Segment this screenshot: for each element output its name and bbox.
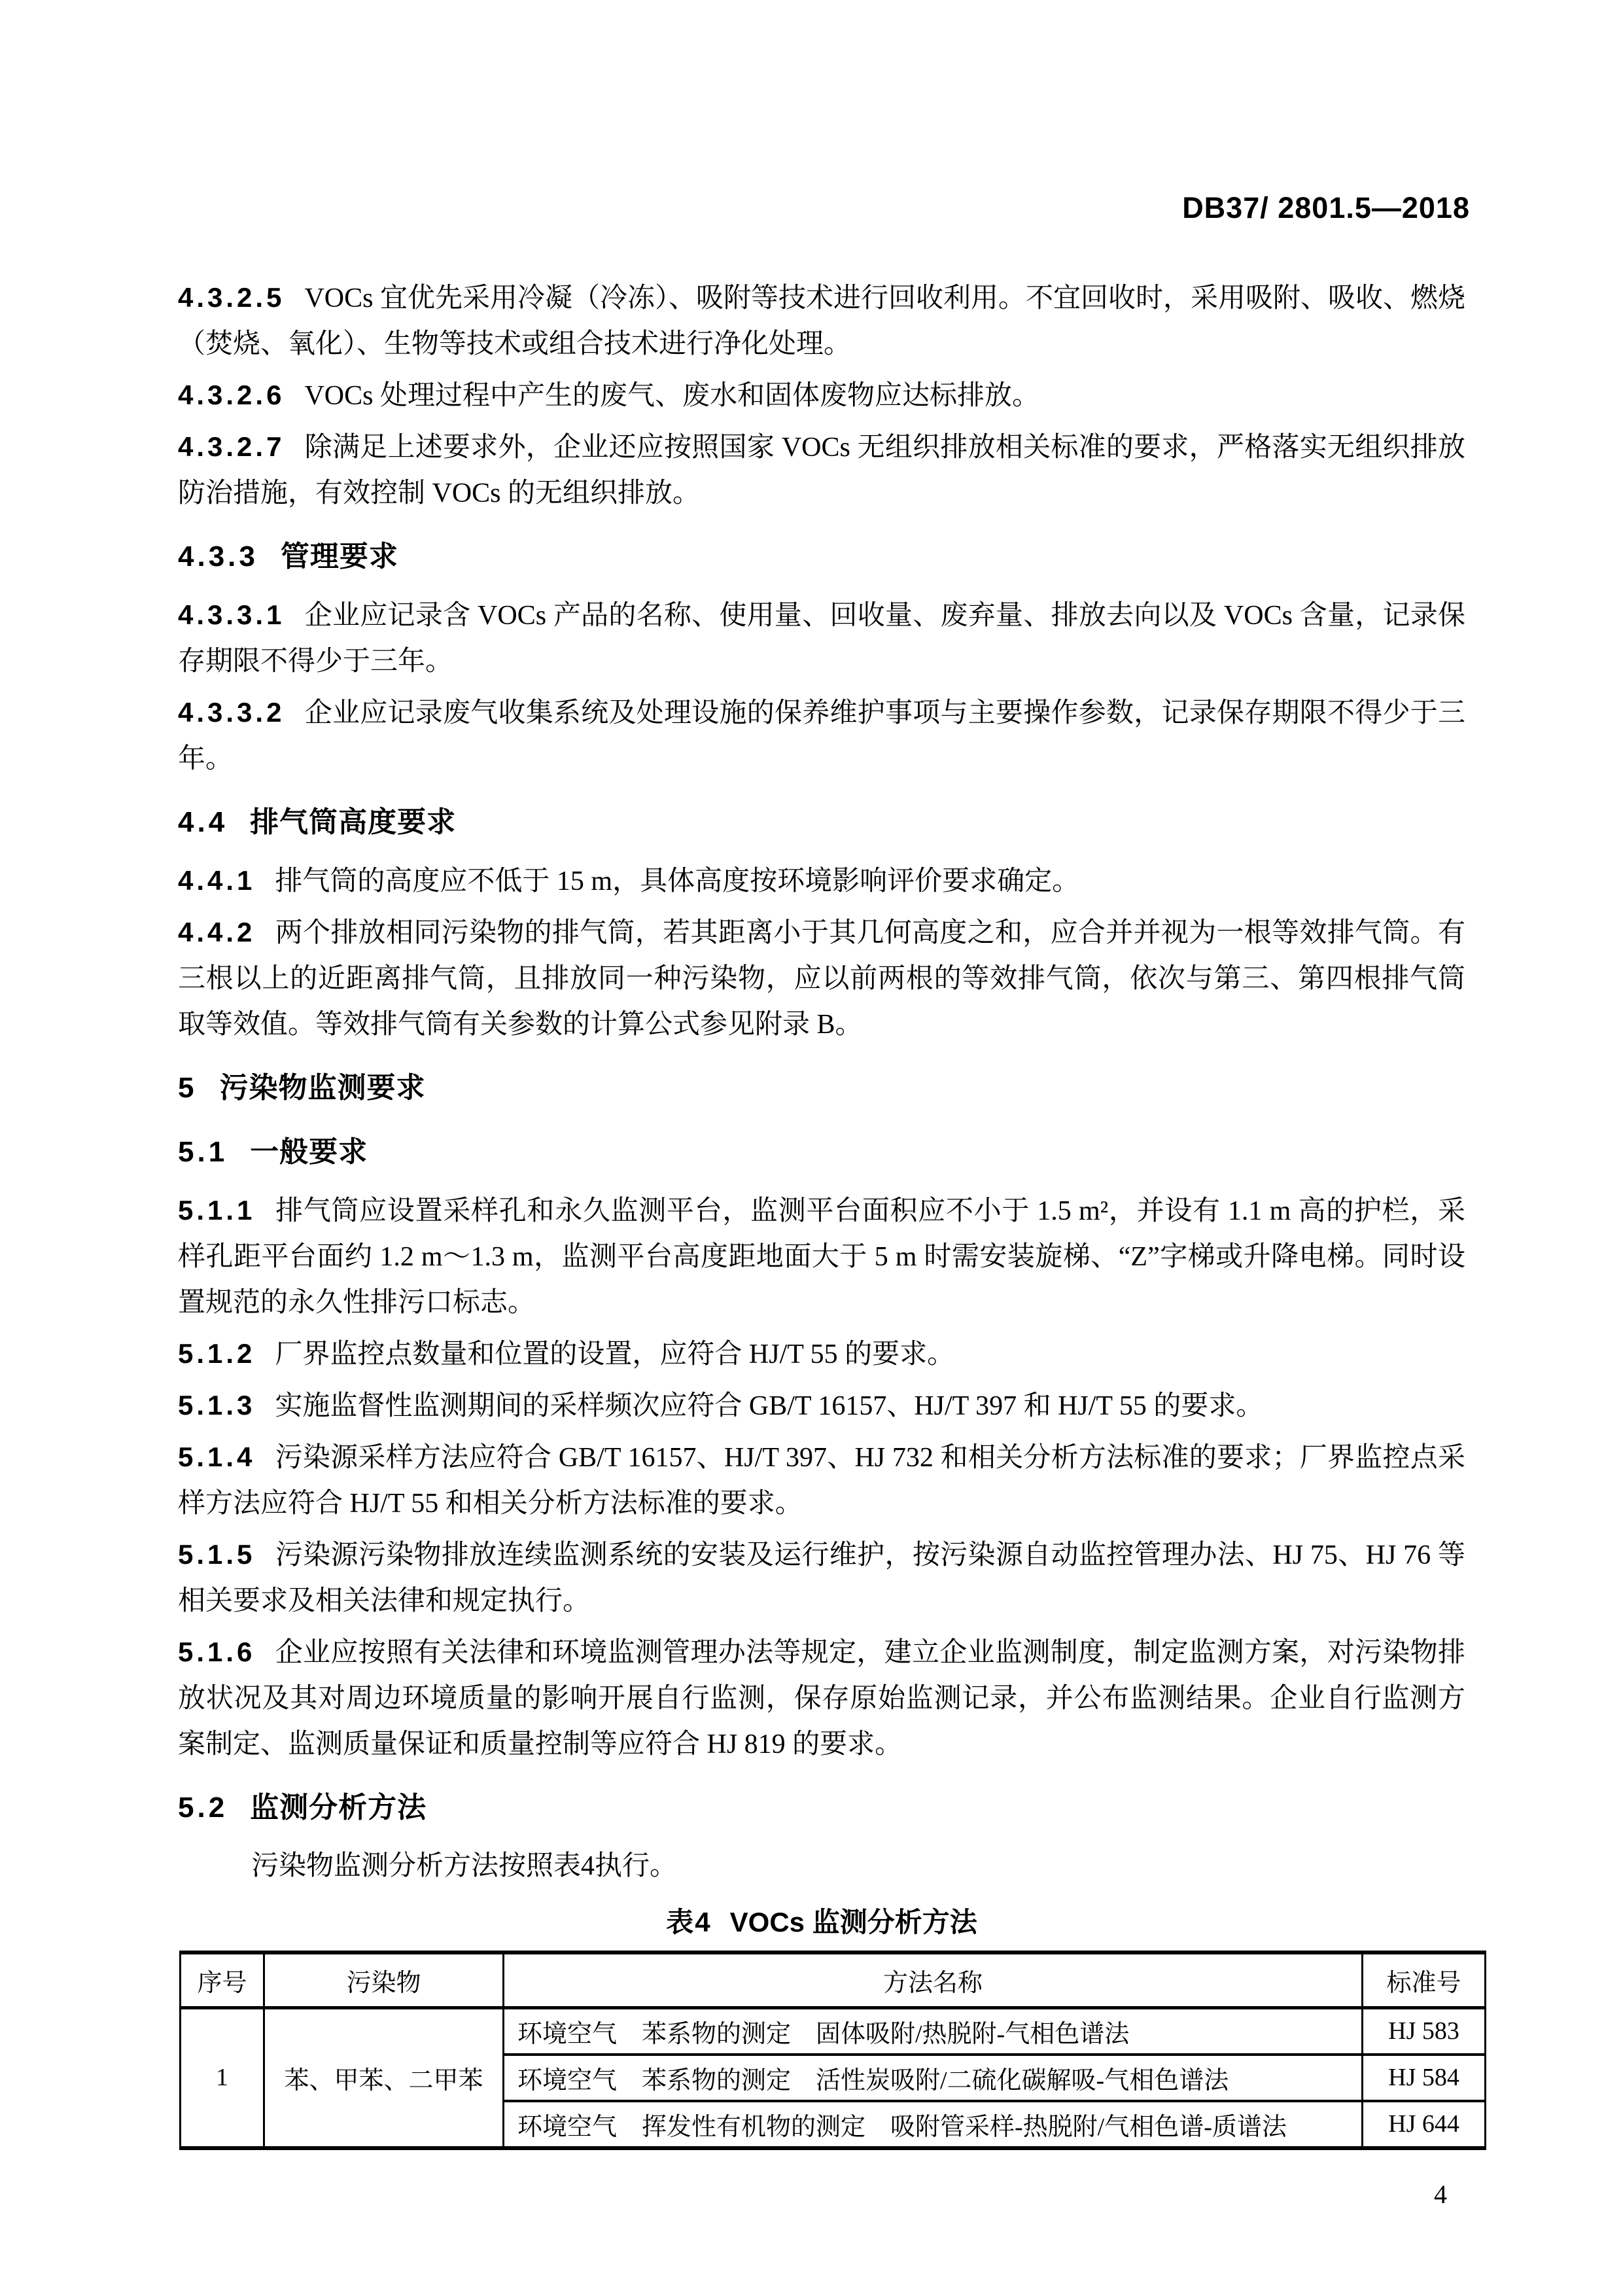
- clause-text: 企业应记录含 VOCs 产品的名称、使用量、回收量、废弃量、排放去向以及 VOCs 含量，记录保存期限不得少于三年。: [178, 601, 1465, 677]
- clause-text: VOCs 处理过程中产生的废气、废水和固体废物应达标排放。: [304, 381, 1039, 411]
- clause-4-4-1: [178, 858, 1465, 904]
- table-intro-paragraph: 污染物监测分析方法按照表4执行。: [251, 1851, 678, 1881]
- standard-code-header: DB37/ 2801.5—2018: [1182, 191, 1470, 224]
- clause-number: 4.4.2: [178, 917, 256, 947]
- clause-4-3-2-5: [178, 275, 1465, 367]
- clause-number: 4.3.3.2: [178, 697, 285, 728]
- section-heading-4-4: [178, 799, 1465, 846]
- table-body: [181, 2007, 1486, 2148]
- cell-standard-number: HJ 584: [1363, 2055, 1486, 2101]
- heading-title: 污染物监测要求: [219, 1072, 426, 1104]
- clause-text: 排气筒应设置采样孔和永久监测平台，监测平台面积应不小于 1.5 m²，并设有 1.1 m 高的护栏，采样孔距平台面约 1.2 m～1.3 m，监测平台高度距地面大于 5 m 时需安装旋梯、“Z”字梯或升降电梯。同时设置规范的永久性排污口标志。: [178, 1196, 1465, 1318]
- heading-number: 5: [178, 1072, 198, 1104]
- page-number: 4: [1434, 2179, 1447, 2209]
- table-caption-title: VOCs 监测分析方法: [729, 1907, 977, 1937]
- clause-number: 5.1.4: [178, 1441, 256, 1472]
- cell-method-name: 环境空气 苯系物的测定 固体吸附/热脱附-气相色谱法: [504, 2007, 1363, 2055]
- clause-text: VOCs 宜优先采用冷凝（冷冻）、吸附等技术进行回收利用。不宜回收时，采用吸附、吸收、燃烧（焚烧、氧化）、生物等技术或组合技术进行净化处理。: [178, 283, 1465, 359]
- section-heading-5-2: [178, 1784, 1465, 1831]
- clause-text: 污染源污染物排放连续监测系统的安装及运行维护，按污染源自动监控管理办法、HJ 75、HJ 76 等相关要求及相关法律和规定执行。: [178, 1540, 1465, 1616]
- clause-number: 4.4.1: [178, 865, 256, 896]
- clause-number: 5.1.6: [178, 1636, 256, 1667]
- clause-number: 4.3.2.7: [178, 431, 285, 462]
- section-heading-5: [178, 1065, 1465, 1112]
- heading-title: 管理要求: [280, 540, 398, 573]
- clause-5-1-5: [178, 1532, 1465, 1624]
- monitoring-methods-table: [179, 1951, 1486, 2150]
- clause-text: 排气筒的高度应不低于 15 m，具体高度按环境影响评价要求确定。: [275, 866, 1080, 896]
- clause-4-3-3-1: [178, 592, 1465, 684]
- clause-text: 污染源采样方法应符合 GB/T 16157、HJ/T 397、HJ 732 和相关分析方法标准的要求；厂界监控点采样方法应符合 HJ/T 55 和相关分析方法标准的要求。: [178, 1443, 1465, 1519]
- clause-5-1-2: [178, 1331, 1465, 1377]
- clause-text: 企业应按照有关法律和环境监测管理办法等规定，建立企业监测制度，制定监测方案，对污染物排放状况及其对周边环境质量的影响开展自行监测，保存原始监测记录，并公布监测结果。企业自行监测方案制定、监测质量保证和质量控制等应符合 HJ 819 的要求。: [178, 1638, 1465, 1759]
- clause-text: 企业应记录废气收集系统及处理设施的保养维护事项与主要操作参数，记录保存期限不得少于三年。: [178, 698, 1465, 774]
- heading-number: 5.1: [178, 1136, 228, 1168]
- cell-standard-number: HJ 644: [1363, 2101, 1486, 2148]
- column-header-method: 方法名称: [504, 1952, 1363, 2007]
- clause-number: 4.3.3.1: [178, 599, 285, 630]
- document-body: [178, 275, 1465, 2210]
- clause-number: 4.3.2.5: [178, 282, 285, 313]
- clause-number: 5.1.2: [178, 1338, 256, 1369]
- clause-text: 除满足上述要求外，企业还应按照国家 VOCs 无组织排放相关标准的要求，严格落实无组织排放防治措施，有效控制 VOCs 的无组织排放。: [178, 433, 1465, 508]
- heading-title: 排气筒高度要求: [250, 806, 457, 838]
- heading-number: 4.3.3: [178, 540, 258, 573]
- heading-number: 4.4: [178, 806, 228, 838]
- column-header-pollutant: 污染物: [264, 1952, 504, 2007]
- clause-4-4-2: [178, 910, 1465, 1048]
- clause-number: 4.3.2.6: [178, 380, 285, 410]
- clause-text: 两个排放相同污染物的排气筒，若其距离小于其几何高度之和，应合并并视为一根等效排气筒。有三根以上的近距离排气筒，且排放同一种污染物，应以前两根的等效排气筒，依次与第三、第四根排气筒取等效值。等效排气筒有关参数的计算公式参见附录 B。: [178, 918, 1465, 1040]
- cell-standard-number: HJ 583: [1363, 2007, 1486, 2055]
- column-header-standard: 标准号: [1363, 1952, 1486, 2007]
- clause-number: 5.1.3: [178, 1390, 256, 1421]
- clause-5-1-6: [178, 1629, 1465, 1767]
- clause-5-1-4: [178, 1434, 1465, 1527]
- clause-5-1-3: [178, 1383, 1465, 1429]
- clause-4-3-2-6: [178, 372, 1465, 419]
- cell-pollutant: 苯、甲苯、二甲苯: [264, 2007, 504, 2148]
- table-caption-label: 表4: [666, 1907, 712, 1937]
- heading-title: 监测分析方法: [250, 1792, 427, 1824]
- clause-number: 5.1.5: [178, 1539, 256, 1570]
- clause-text: 厂界监控点数量和位置的设置，应符合 HJ/T 55 的要求。: [275, 1339, 955, 1369]
- cell-seq: 1: [181, 2007, 264, 2148]
- clause-4-3-3-2: [178, 690, 1465, 782]
- clause-4-3-2-7: [178, 424, 1465, 516]
- table-caption: [178, 1901, 1465, 1940]
- cell-method-name: 环境空气 苯系物的测定 活性炭吸附/二硫化碳解吸-气相色谱法: [504, 2055, 1363, 2101]
- heading-number: 5.2: [178, 1792, 228, 1824]
- table-header: [181, 1952, 1486, 2007]
- column-header-seq: 序号: [181, 1952, 264, 2007]
- table-row: [181, 2007, 1486, 2055]
- section-heading-4-3-3: [178, 533, 1465, 580]
- clause-text: 实施监督性监测期间的采样频次应符合 GB/T 16157、HJ/T 397 和 HJ/T 55 的要求。: [275, 1391, 1264, 1421]
- clause-5-1-1: [178, 1188, 1465, 1326]
- section-heading-5-1: [178, 1129, 1465, 1176]
- heading-title: 一般要求: [250, 1136, 368, 1168]
- clause-number: 5.1.1: [178, 1195, 256, 1226]
- table-header-row: [181, 1952, 1486, 2007]
- cell-method-name: 环境空气 挥发性有机物的测定 吸附管采样-热脱附/气相色谱-质谱法: [504, 2101, 1363, 2148]
